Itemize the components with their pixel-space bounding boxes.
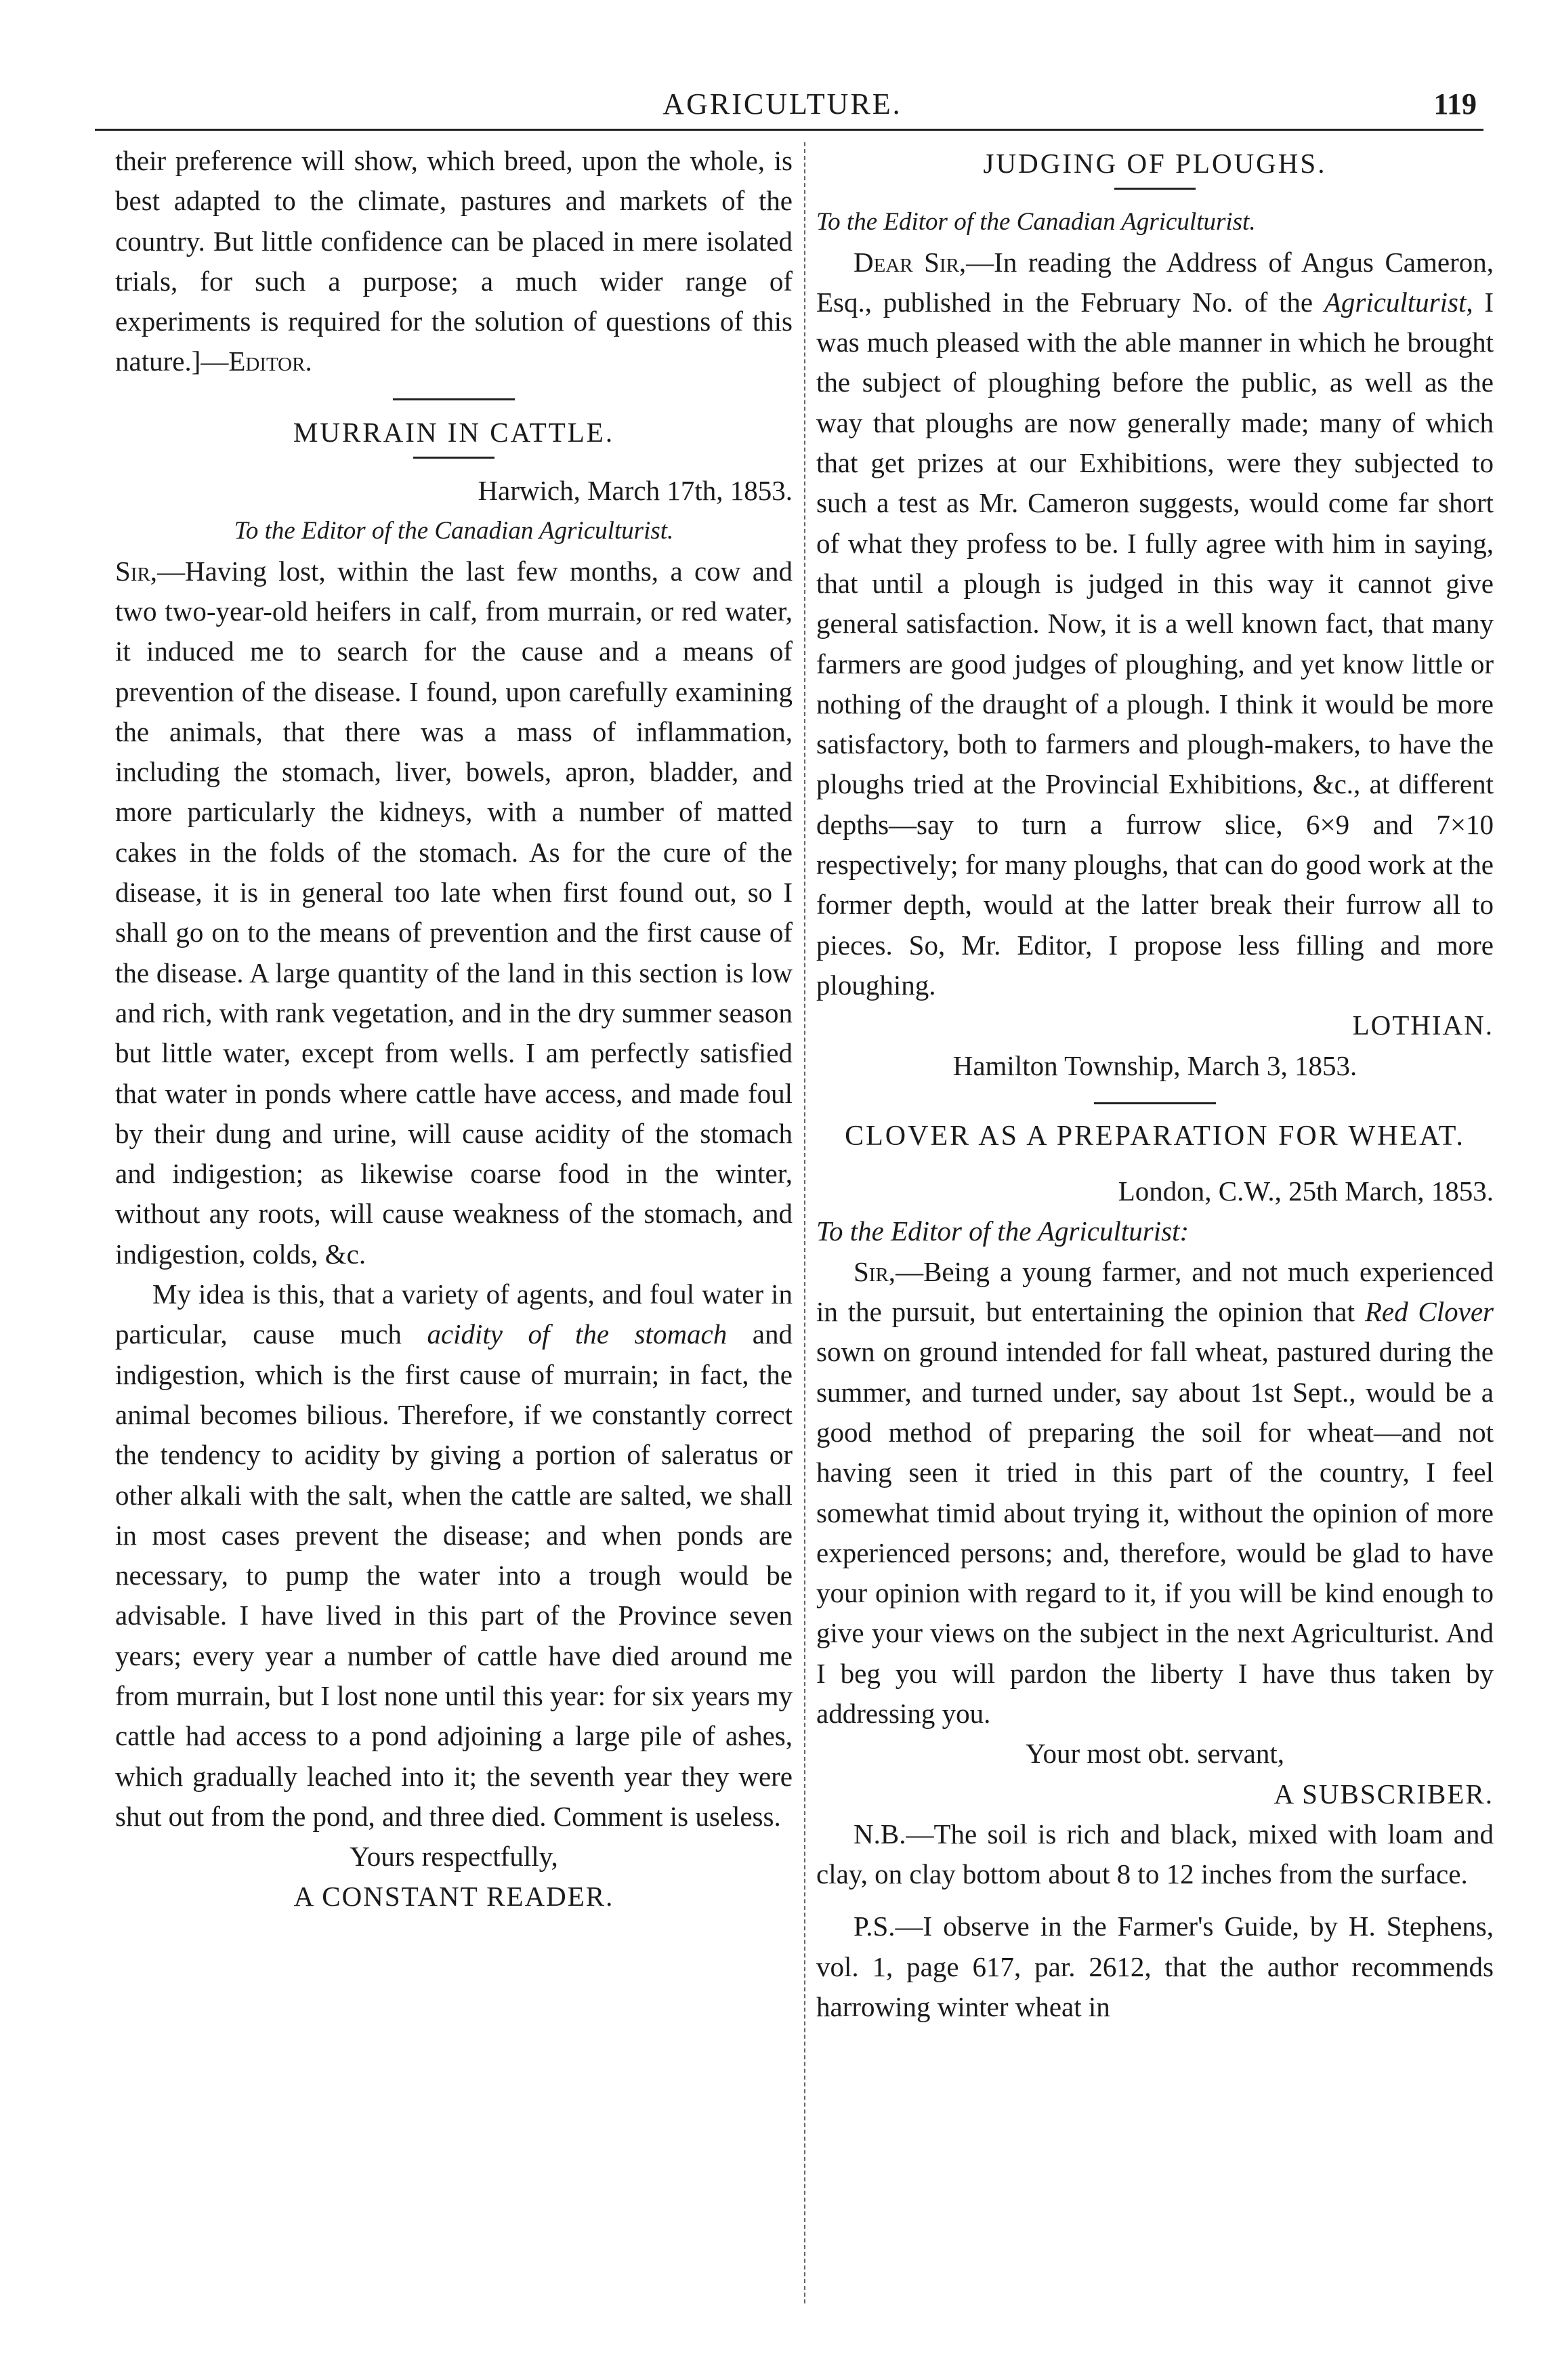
murrain-paragraph-2 <box>115 1274 793 1837</box>
ploughs-signature: LOTHIAN. <box>1352 1009 1494 1041</box>
murrain-signature: A CONSTANT READER. <box>293 1881 614 1913</box>
clover-paragraph <box>816 1252 1494 1734</box>
murrain-paragraph-2-emphasis: acidity of the stomach <box>427 1318 728 1350</box>
heading-rule <box>413 457 494 459</box>
ploughs-place: Hamilton Township, March 3, 1853. <box>952 1049 1357 1081</box>
clover-note-nb: N.B.—The soil is rich and black, mixed with loam and clay, on clay bottom about 8 to 12 inches from the surface. <box>816 1818 1494 1890</box>
header-rule <box>95 129 1483 131</box>
murrain-addressee: To the Editor of the Canadian Agriculturist. <box>234 517 674 545</box>
ploughs-salutation: Dear Sir, <box>854 246 967 278</box>
murrain-dateline: Harwich, March 17th, 1853. <box>478 475 793 507</box>
section-rule <box>393 398 515 400</box>
murrain-heading: MURRAIN IN CATTLE. <box>293 416 615 448</box>
murrain-paragraph-1-text: —Having lost, within the last few months, a cow and two two-year-old heifers in calf, from murrain, or red water, it induced me to search for the cause and a means of prevention of the disease. I found, upon carefully examining the animals, that there was a mass of inflammation, including the stomach, liver, bowels, apron, bladder, and more particularly the kidneys, with a number of matted cakes in the folds of the stomach. As for the cure of the disease, it is in general too late when first found out, so I shall go on to the means of prevention and the first cause of the disease. A large quantity of the land in this section is low and rich, with rank vegetation, and in the dry summer season but little water, except from wells. I am perfectly satisfied that water in ponds where cattle have access, and made foul by their dung and urine, will cause acidity of the stomach and indigestion; as likewise coarse food in the winter, without any roots, will cause weakness of the stomach, and indigestion, colds, &c. <box>115 555 793 1270</box>
ploughs-paragraph-emphasis: Agriculturist <box>1324 286 1467 318</box>
clover-paragraph-part-a: —Being a young farmer, and not much experienced in the pursuit, but entertaining the opinion that <box>816 1255 1494 1328</box>
editor-note-text: their preference will show, which breed, upon the whole, is best adapted to the climate, pastures and markets of the country. But little confidence can be placed in mere isolated trials, for such a purpose; a much wider range of experiments is required for the solution of questions of this nature.]— <box>115 145 793 377</box>
section-rule <box>1094 1102 1216 1104</box>
clover-signature: A SUBSCRIBER. <box>1273 1778 1494 1810</box>
clover-closing: Your most obt. servant, <box>1026 1738 1284 1770</box>
clover-paragraph-part-b: sown on ground intended for fall wheat, pastured during the summer, and turned under, say about 1st Sept., would be a good method of preparing the soil for wheat—and not having seen it tried in this part of the country, I feel somewhat timid about trying it, without the opinion of more experienced persons; and, therefore, would be glad to have your opinion with regard to it, if you will be kind enough to give your views on the subject in the next Agriculturist. And I beg you will pardon the liberty I have thus taken by addressing you. <box>816 1336 1494 1729</box>
murrain-paragraph-2-part-b: and indigestion, which is the first cause of murrain; in fact, the animal becomes bilious. Therefore, if we constantly correct the tendency to acidity by giving a portion of saleratus or other alkali with the salt, when the cattle are salted, we shall in most cases prevent the disease; and when ponds are necessary, to pump the water into a trough would be advisable. I have lived in this part of the Province seven years; every year a number of cattle have died around me from murrain, but I lost none until this year: for six years my cattle had access to a pond adjoining a large pile of ashes, which gradually leached into it; the seventh year they were shut out from the pond, and three died. Comment is useless. <box>115 1318 793 1832</box>
clover-paragraph-emphasis: Red Clover <box>1364 1296 1494 1328</box>
murrain-closing: Yours respectfully, <box>350 1841 558 1873</box>
clover-note-ps: P.S.—I observe in the Farmer's Guide, by H. Stephens, vol. 1, page 617, par. 2612, that the author recommends harrowing winter wheat in <box>816 1911 1494 2023</box>
running-title: AGRICULTURE. <box>662 87 902 121</box>
editor-note-signature: Editor. <box>228 346 312 377</box>
murrain-paragraph-1 <box>115 551 793 1274</box>
ploughs-paragraph <box>816 243 1494 1006</box>
ploughs-heading: JUDGING OF PLOUGHS. <box>983 148 1327 179</box>
ploughs-paragraph-part-b: , I was much pleased with the able manner in which he brought the subject of ploughing before the public, as well as the way that ploughs are now generally made; many of which that get prizes at our Exhibitions, were they subjected to such a test as Mr. Cameron suggests, would come far short of what they profess to be. I fully agree with him in saying, that until a plough is judged in this way it cannot give general satisfaction. Now, it is a well known fact, that many farmers are good judges of ploughing, and yet know little or nothing of the draught of a plough. I think it would be more satisfactory, both to farmers and plough-makers, to have the ploughs tried at the Provincial Exhibitions, &c., at different depths—say to turn a furrow slice, 6×9 and 7×10 respectively; for many ploughs, that can do good work at the former depth, would at the latter break their furrow all to pieces. So, Mr. Editor, I propose less filling and more ploughing. <box>816 286 1494 1001</box>
heading-rule <box>1114 188 1196 190</box>
murrain-paragraph-2-part-a: My idea is this, that a variety of agents, and foul water in particular, cause much <box>115 1278 793 1350</box>
page-header <box>81 87 1483 134</box>
right-column <box>816 141 1494 2027</box>
clover-addressee: To the Editor of the Agriculturist: <box>816 1215 1189 1247</box>
column-divider <box>804 142 805 2303</box>
page-number: 119 <box>1433 87 1477 121</box>
clover-dateline: London, C.W., 25th March, 1853. <box>1118 1175 1494 1207</box>
left-column <box>115 141 793 1917</box>
clover-salutation: Sir, <box>854 1255 896 1287</box>
ploughs-addressee: To the Editor of the Canadian Agriculturist. <box>816 208 1256 236</box>
murrain-salutation: Sir, <box>115 555 158 587</box>
ploughs-paragraph-part-a: —In reading the Address of Angus Cameron, Esq., published in the February No. of the <box>816 246 1494 318</box>
editor-note <box>115 141 793 382</box>
clover-heading: CLOVER AS A PREPARATION FOR WHEAT. <box>845 1120 1465 1152</box>
